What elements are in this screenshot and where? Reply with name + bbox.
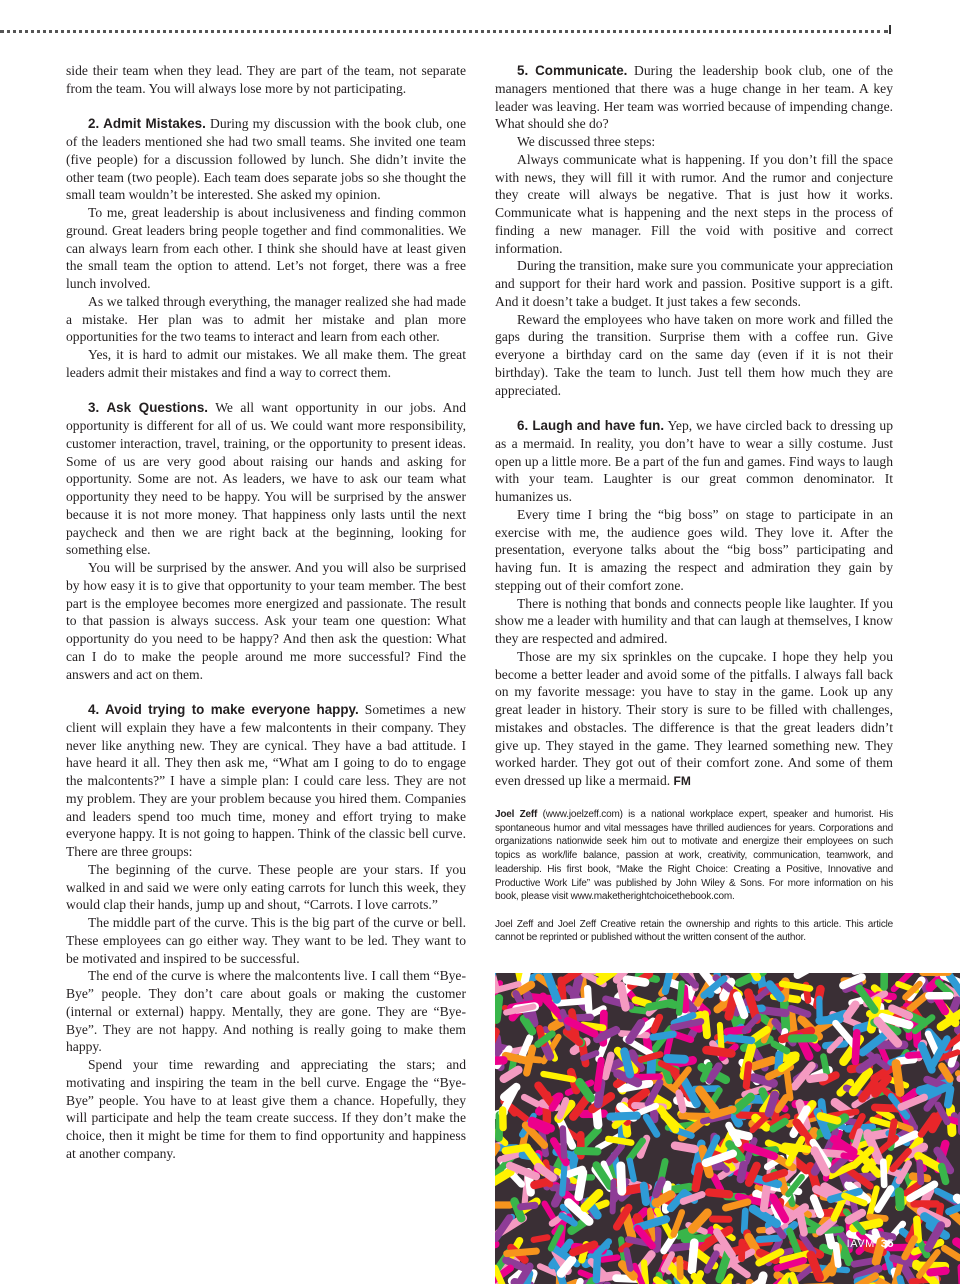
right-column	[495, 62, 893, 791]
page-number: 35	[880, 1238, 894, 1250]
page-folio	[847, 1238, 894, 1250]
section-heading: 4. Avoid trying to make everyone happy.	[88, 702, 359, 717]
paragraph: Reward the employees who have taken on more work and filled the gaps during the transition. Surprise them with a coffee run. Give everyone a birthday card on the same day (even if it is not their birthday). Take the team to lunch. Just tell them how much they are appreciated.	[495, 311, 893, 398]
section-lead: Yep, we have circled back to dressing up as a mermaid. In reality, you don’t have to wear a silly costume. Just open up a little more. Be a part of the fun and games. Find ways to laugh with your team. Laughter is our great common denominator. It humanizes us.	[495, 418, 893, 504]
paragraph: Every time I bring the “big boss” on stage to participate in an exercise with me, the audience goes wild. They love it. After the presentation, everyone talks about the “big boss” participating and having fun. It is amazing the respect and admiration they gain by stepping out of their comfort zone.	[495, 506, 893, 593]
section-admit-mistakes	[66, 115, 466, 204]
paragraph: The middle part of the curve. This is the big part of the curve or bell. These employees can go either way. They want to be led. They want to be motivated and inspired to be successful.	[66, 915, 466, 966]
paragraph: The end of the curve is where the malcontents live. I call them “Bye-Bye” people. They don’t care about goals or making the customer (internal or external) happy. Mentally, they are gone. They are “Bye-Bye”. They are not happy. And nothing is really going to make them happy.	[66, 968, 466, 1055]
section-laugh-and-have-fun	[495, 417, 893, 506]
top-dotted-rule	[0, 30, 888, 33]
section-lead: We all want opportunity in our jobs. And opportunity is different for all of us. We could want more responsibility, customer interaction, travel, training, or the opportunity to present ideas. Some of us are very good about raising our hands and asking for opportunity. Some are not. As leaders, we have to ask our team what opportunity they need to be happy. You will be surprised by the answer because it is not more money. That happiness only lasts until the next paycheck and then we are right back at the beginning, looking for something else.	[66, 400, 466, 558]
section-lead: During my discussion with the book club, one of the leaders mentioned she had two small teams. She invited one team (five people) for a discussion followed by lunch. She didn’t invite the other team (two people). Each team does separate jobs so she thought the small team wouldn’t be interested. She asked my opinion.	[66, 116, 467, 203]
paragraph: Yes, it is hard to admit our mistakes. We all make them. The great leaders admit their mistakes and find a way to correct them.	[66, 347, 466, 380]
section-heading: 2. Admit Mistakes.	[88, 116, 206, 132]
section-heading: 5. Communicate.	[517, 63, 628, 78]
bio-text: (www.joelzeff.com) is a national workplace expert, speaker and humorist. His spontaneous humor and vital messages have thrilled audiences for years. Corporations and organizations nationwide seek him out to motivate and energize their employees on such topics as work/life balance, passion at work, creativity, communication, teamwork, and leadership. His first book, “Make the Right Choice: Creating a Positive, Innovative and Productive Work Life” was published by John Wiley & Sons. For more information on his book, please visit www.maketherightchoicethebook.com.	[495, 809, 893, 903]
paragraph: During the transition, make sure you communicate your appreciation and support for their hard work and passion. Positive support is a gift. And it doesn’t take a budget. It just takes a few seconds.	[495, 258, 893, 309]
left-column	[66, 62, 466, 1163]
section-lead: During the leadership book club, one of the managers mentioned that there was a huge change in her team. A key leader was leaving. Her team was worried because of impending change. What should she do?	[495, 63, 893, 132]
paragraph: You will be surprised by the answer. And you will also be surprised by how easy it is to give that opportunity to your team member. The best part is the employee becomes more energized and passionate. The result to that passion is always success. Ask your team one question: What opportunity do you need to be happy? And then ask the question: What can I do to make the people around me more successful? Find the answers and act on them.	[66, 560, 466, 682]
paragraph: Always communicate what is happening. If you don’t fill the space with news, they will fill it with rumor. And the rumor and conjecture they create will always be negative. That is just how it works. Communicate what is happening and the next steps in the process of finding a new manager. Fill the void with positive and correct information.	[495, 151, 893, 256]
section-heading: 3. Ask Questions.	[88, 400, 208, 416]
section-heading: 6. Laugh and have fun.	[517, 418, 665, 433]
section-communicate	[495, 62, 893, 133]
end-mark: FM	[673, 774, 691, 788]
author-bio	[495, 808, 893, 945]
closing-paragraph	[495, 648, 893, 791]
paragraph: Spend your time rewarding and appreciating the stars; and motivating and inspiring the team in the bell curve. Engage the “Bye-Bye” people. You have to at least give them a chance. Hopefully, they will participate and help the team create success. If they don’t make the choice, then it might be time for them to find opportunity and happiness at another company.	[66, 1057, 466, 1161]
rights-notice: Joel Zeff and Joel Zeff Creative retain the ownership and rights to this article. This article cannot be reprinted or published without the written consent of the author.	[495, 918, 893, 944]
bio-paragraph	[495, 808, 893, 904]
paragraph: As we talked through everything, the manager realized she had made a mistake. Her plan was to admit her mistake and plan more opportunities for the two teams to interact and learn from each other.	[66, 293, 466, 345]
author-name: Joel Zeff	[495, 809, 538, 820]
paragraph: There is nothing that bonds and connects people like laughter. If you show me a leader with humility and that can laugh at themselves, I know they are respected and admired.	[495, 595, 893, 646]
intro-paragraph: side their team when they lead. They are part of the team, not separate from the team. You will always lose more by not participating.	[66, 63, 466, 96]
top-rule-end-mark	[889, 25, 891, 34]
paragraph: We discussed three steps:	[517, 134, 656, 149]
paragraph: The beginning of the curve. These people are your stars. If you walked in and said we were only eating carrots for lunch this week, they would clap their hands, jump up and shout, “Carrots. I love carrots.”	[66, 861, 466, 913]
section-lead: Sometimes a new client will explain they have a few malcontents in their company. They never like anything new. They are cynical. They have a bad attitude. I have heard it all. They then ask me, “What am I going to do to engage the malcontents?” I have a simple plan: I could care less. They are not my problem. They are your problem because you hired them. Companies and leaders spend too much time, money and effort trying to make everyone happy. It is not going to happen. Think of the classic bell curve. There are three groups:	[66, 702, 466, 859]
closing-text: Those are my six sprinkles on the cupcake. I hope they help you become a better leader and avoid some of the pitfalls. I always fall back on my favorite message: you have to stay in the game. Look up any great leader in history. Their story is sure to be filled with challenges, mistakes and obstacles. The difference is that the great leaders didn’t give up. They stayed in the game. They learned something new. They worked harder. They got out of their comfort zone. And some of them even dressed up like a mermaid.	[495, 648, 893, 788]
section-avoid-making-everyone-happy	[66, 701, 466, 861]
section-ask-questions	[66, 399, 466, 559]
paragraph: To me, great leadership is about inclusiveness and finding common ground. Great leaders bring people together and find commonalities. We can always learn from each other. I think she should have at least given the small team the option to attend. Let’s not forget, there was a free lunch involved.	[66, 205, 466, 291]
magazine-name: IAVM	[846, 1238, 875, 1250]
